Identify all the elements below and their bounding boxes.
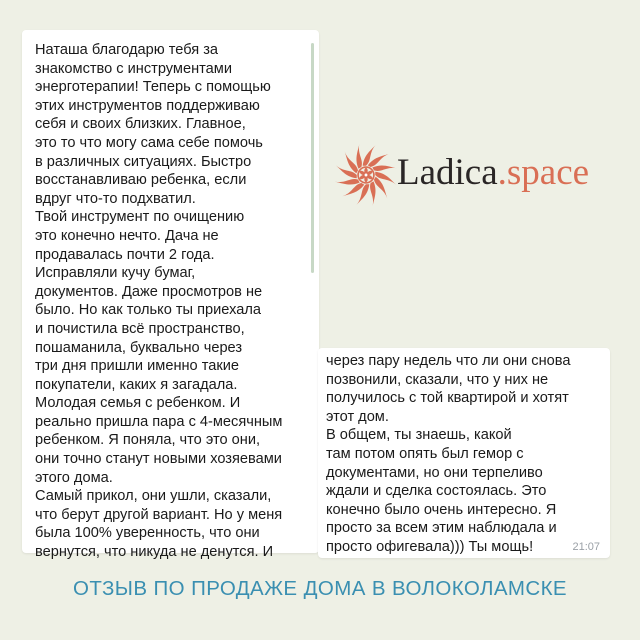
message-line: была 100% уверенность, что они [35, 525, 260, 542]
message-line: документов. Даже просмотров не [35, 283, 263, 300]
message-line: Твой инструмент по очищению [35, 209, 245, 226]
message-bubble-right [318, 348, 610, 558]
message-bubble-left [22, 30, 319, 561]
message-line: себя и своих близких. Главное, [35, 116, 246, 133]
brand-logo [333, 140, 623, 210]
message-line: ждали и сделка состоялась. Это [326, 483, 547, 500]
message-line: это конечно нечто. Дача не [35, 227, 219, 244]
message-line: просто за всем этим наблюдала и [326, 520, 557, 537]
message-line: позвонили, сказали, что у них не [326, 371, 549, 388]
message-line: энерготерапии! Теперь с помощью [35, 79, 271, 96]
message-line: пошаманила, буквально через [35, 339, 243, 356]
message-line: Самый прикол, они ушли, сказали, [35, 488, 272, 505]
scrollbar[interactable] [311, 43, 314, 273]
message-line: через пару недель что ли они снова [326, 353, 571, 369]
message-line: там потом опять был гемор с [326, 445, 524, 462]
message-text-left [35, 41, 282, 562]
message-line: в различных ситуациях. Быстро [35, 153, 252, 170]
message-line: этот дом. [326, 408, 389, 425]
brand-name-part1: Ladica [397, 152, 498, 193]
message-line: ребенком. Я поняла, что это они, [35, 432, 261, 449]
message-line: документами, но они терпеливо [326, 464, 543, 481]
message-line: В общем, ты знаешь, какой [326, 427, 512, 444]
message-line: этих инструментов поддерживаю [35, 97, 260, 114]
message-line: этого дома. [35, 469, 113, 486]
message-line: вернутся, что никуда не денутся. И [35, 544, 274, 561]
message-timestamp: 21:07 [572, 541, 600, 553]
message-line: Исправляли кучу бумаг, [35, 265, 196, 282]
message-line: Наташа благодарю тебя за [35, 42, 219, 58]
brand-name [397, 148, 589, 198]
message-line: они точно станут новыми хозяевами [35, 451, 282, 468]
message-line: реально пришла пара с 4-месячным [35, 413, 283, 430]
message-line: три дня пришли именно такие [35, 358, 240, 375]
message-text-right [326, 352, 570, 557]
message-line: это то что могу сама себе помочь [35, 134, 263, 151]
message-line: просто офигевала))) Ты мощь! [326, 538, 534, 555]
message-line: покупатели, каких я загадала. [35, 376, 238, 393]
message-line: было. Но как только ты приехала [35, 302, 261, 319]
message-line: конечно было очень интересно. Я [326, 501, 557, 518]
review-caption: ОТЗЫВ ПО ПРОДАЖЕ ДОМА В ВОЛОКОЛАМСКЕ [72, 577, 568, 600]
message-line: продавалась почти 2 года. [35, 246, 215, 263]
message-line: и почистила всё пространство, [35, 320, 245, 337]
brand-name-part2: .space [497, 152, 590, 193]
sun-ornament-icon [333, 142, 399, 208]
message-line: восстанавливаю ребенка, если [35, 172, 247, 189]
message-line: получилось с той квартирой и хотят [326, 390, 569, 407]
message-line: что берут другой вариант. Но у меня [35, 506, 283, 523]
message-line: Молодая семья с ребенком. И [35, 395, 241, 412]
message-line: вдруг что-то подхватил. [35, 190, 196, 207]
message-line: знакомство с инструментами [35, 60, 232, 77]
